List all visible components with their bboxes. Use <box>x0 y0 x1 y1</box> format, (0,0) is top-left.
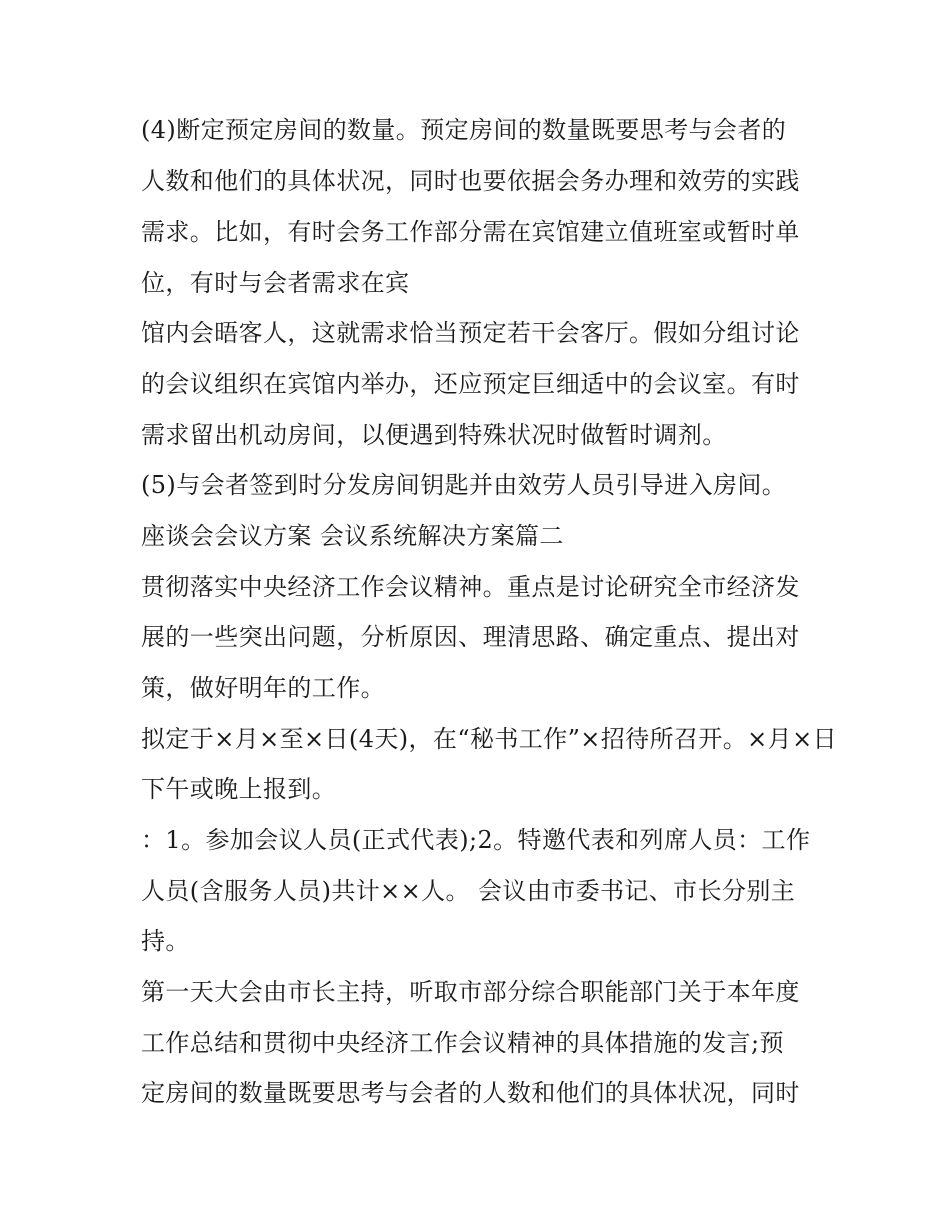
text-line: 拟定于×月×至×日(4天)，在“秘书工作”×招待所召开。×月×日 <box>141 725 837 753</box>
text-line: 人员(含服务人员)共计××人。 会议由市委书记、市长分别主 <box>141 877 796 905</box>
text-line: 的会议组织在宾馆内举办，还应预定巨细适中的会议室。有时 <box>141 370 800 398</box>
text-line: 人数和他们的具体状况，同时也要依据会务办理和效劳的实践 <box>141 167 800 195</box>
section-heading: 座谈会会议方案 会议系统解决方案篇二 <box>141 522 564 550</box>
text-line: 工作总结和贯彻中央经济工作会议精神的具体措施的发言;预 <box>141 1029 784 1057</box>
text-line: ：1。参加会议人员(正式代表);2。特邀代表和列席人员：工作 <box>141 826 811 854</box>
text-line: (4)断定预定房间的数量。预定房间的数量既要思考与会者的 <box>141 116 787 144</box>
text-line: 定房间的数量既要思考与会者的人数和他们的具体状况，同时 <box>141 1079 800 1107</box>
text-line: 位，有时与会者需求在宾 <box>141 269 410 297</box>
text-line: (5)与会者签到时分发房间钥匙并由效劳人员引导进入房间。 <box>141 471 787 499</box>
text-line: 第一天大会由市长主持，听取市部分综合职能部门关于本年度 <box>141 978 800 1006</box>
text-line: 需求。比如，有时会务工作部分需在宾馆建立值班室或暂时单 <box>141 218 800 246</box>
text-line: 馆内会晤客人，这就需求恰当预定若干会客厅。假如分组讨论 <box>141 319 800 347</box>
text-line: 展的一些突出问题，分析原因、理清思路、确定重点、提出对 <box>141 623 800 651</box>
text-line: 贯彻落实中央经济工作会议精神。重点是讨论研究全市经济发 <box>141 573 800 601</box>
text-line: 策，做好明年的工作。 <box>141 674 385 702</box>
text-line: 持。 <box>141 927 190 955</box>
text-line: 下午或晚上报到。 <box>141 775 337 803</box>
text-line: 需求留出机动房间，以便遇到特殊状况时做暂时调剂。 <box>141 421 727 449</box>
